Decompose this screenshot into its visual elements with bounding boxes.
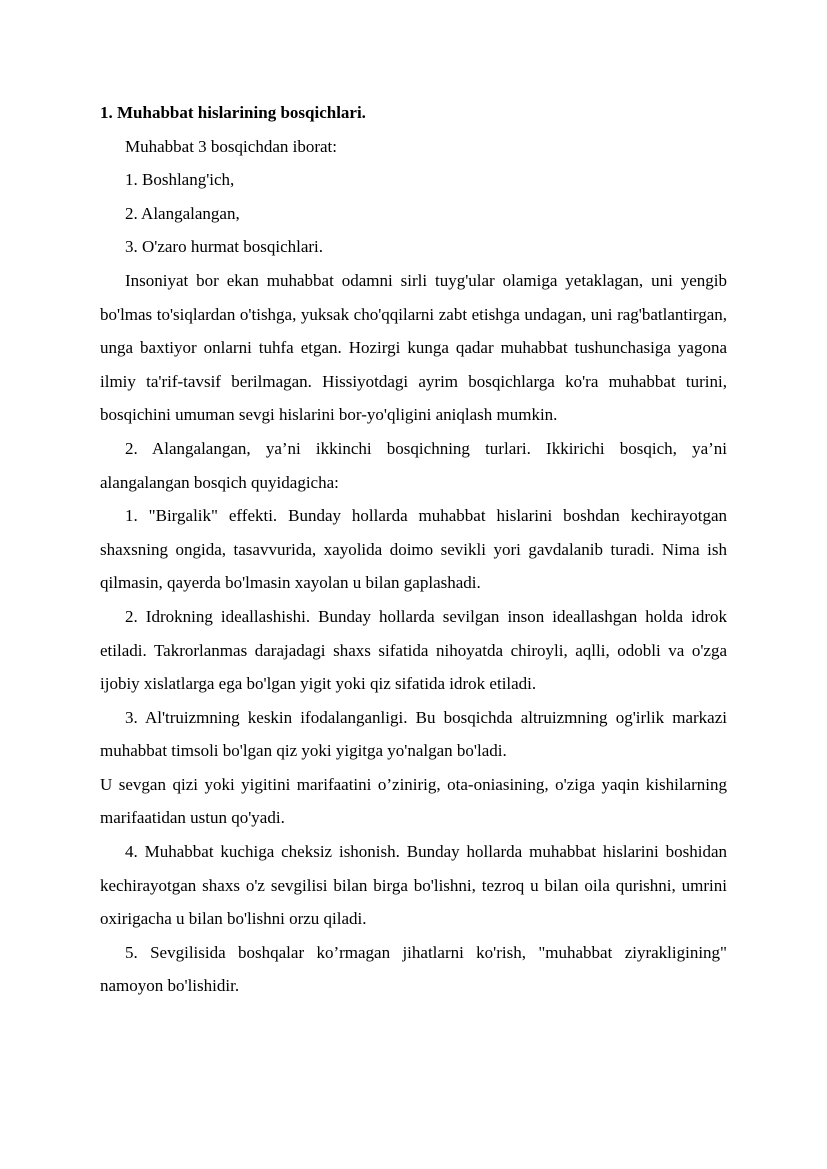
body-paragraph: 3. Al'truizmning keskin ifodalanganligi. Bu bosqichda altruizmning og'irlik markazi muhabbat timsoli bo'lgan qiz yoki yigitga yo'nalgan bo'ladi. — [100, 707, 727, 761]
body-paragraph: 1. "Birgalik" effekti. Bunday hollarda muhabbat hislarini boshdan kechirayotgan shaxsning ongida, tasavvurida, xayolida doimo sevikli yori gavdalanib turadi. Nima ish qilmasin, qayerda bo'lmasin xayolan u bilan gaplashadi. — [100, 506, 727, 593]
document-page — [100, 96, 727, 1003]
body-paragraph: 2. Alangalangan, ya’ni ikkinchi bosqichning turlari. Ikkirichi bosqich, ya’ni alangalangan bosqich quyidagicha: — [100, 438, 727, 492]
stage-item: 3. O'zaro hurmat bosqichlari. — [125, 237, 324, 257]
body-paragraph: 5. Sevgilisida boshqalar ko’rmagan jihatlarni ko'rish, "muhabbat ziyrakligining" namoyon bo'lishidir. — [100, 942, 727, 996]
stage-item: 1. Boshlang'ich, — [125, 170, 235, 190]
body-paragraph: 4. Muhabbat kuchiga cheksiz ishonish. Bunday hollarda muhabbat hislarini boshidan kechirayotgan shaxs o'z sevgilisi bilan birga bo'lishni, tezroq u bilan oila qurishni, umrini oxirigacha u bilan bo'lishni orzu qiladi. — [100, 842, 727, 929]
body-paragraph: 2. Idrokning ideallashishi. Bunday hollarda sevilgan inson ideallashgan holda idrok etiladi. Takrorlanmas darajadagi shaxs sifatida nihoyatda chiroyli, aqlli, odobli va o'zga ijobiy xislatlarga ega bo'lgan yigit yoki qiz sifatida idrok etiladi. — [100, 606, 727, 694]
stage-item: 2. Alangalangan, — [125, 203, 240, 223]
section-heading: 1. Muhabbat hislarining bosqichlari. — [100, 103, 366, 122]
body-paragraph: Insoniyat bor ekan muhabbat odamni sirli tuyg'ular olamiga yetaklagan, uni yengib bo'lmas to'siqlardan o'tishga, yuksak cho'qqilarni zabt etishga undagan, uni rag'batlantirgan, unga baxtiyor onlarni tuhfa etgan. Hozirgi kunga qadar muhabbat tushunchasiga yagona ilmiy ta'rif-tavsif berilmagan. Hissiyotdagi ayrim bosqichlarga ko'ra muhabbat turini, bosqichini umuman sevgi hislarini bor-yo'qligini aniqlash mumkin. — [100, 270, 727, 425]
intro-line: Muhabbat 3 bosqichdan iborat: — [125, 136, 337, 156]
continuation-paragraph: U sevgan qizi yoki yigitini marifaatini o’zinirig, ota-oniasining, o'ziga yaqin kishilarning marifaatidan ustun qo'yadi. — [100, 774, 727, 828]
